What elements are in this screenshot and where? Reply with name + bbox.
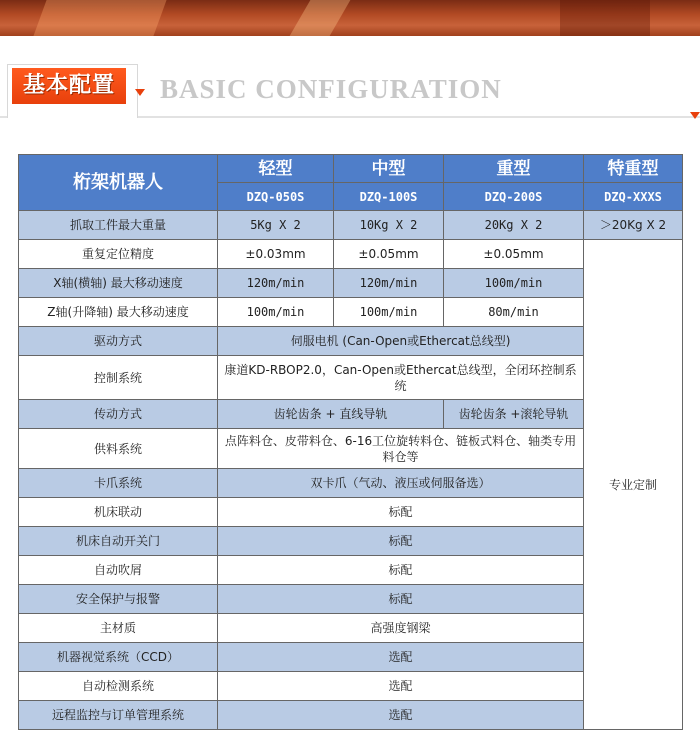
row-label: 驱动方式 [19,327,218,356]
cell-value: 选配 [218,643,584,672]
spec-table [18,154,683,730]
cell-value: 120m/min [334,269,444,298]
top-banner-image [0,0,700,36]
row-label: Z轴(升降轴) 最大移动速度 [19,298,218,327]
cell-value: 标配 [218,527,584,556]
cell-value: ±0.03mm [218,240,334,269]
cell-value: 齿轮齿条 +滚轮导轨 [444,400,584,429]
cell-value: 伺服电机 (Can-Open或Ethercat总线型) [218,327,584,356]
cell-value: 100m/min [444,269,584,298]
table-row [19,585,683,614]
table-row [19,556,683,585]
cell-value: 标配 [218,585,584,614]
row-label: 机床自动开关门 [19,527,218,556]
cell-value: 高强度钢梁 [218,614,584,643]
header-row-types [19,155,683,183]
model-medium: DZQ-100S [334,183,444,211]
row-label: X轴(横轴) 最大移动速度 [19,269,218,298]
cell-value: 100m/min [218,298,334,327]
table-row [19,527,683,556]
table-row [19,298,683,327]
cell-value: 120m/min [218,269,334,298]
cell-value: ±0.05mm [334,240,444,269]
row-label: 抓取工件最大重量 [19,211,218,240]
cell-value: 双卡爪（气动、液压或伺服备选） [218,469,584,498]
type-extra-heavy: 特重型 [584,155,683,183]
custom-note: 专业定制 [584,240,683,730]
cell-value: 点阵料仓、皮带料仓、6-16工位旋转料仓、链板式料仓、轴类专用料仓等 [218,429,584,469]
cell-value: 5Kg X 2 [218,211,334,240]
table-row [19,498,683,527]
row-label: 重复定位精度 [19,240,218,269]
row-label: 卡爪系统 [19,469,218,498]
triangle-down-icon [690,112,700,119]
table-row [19,614,683,643]
model-light: DZQ-050S [218,183,334,211]
table-row [19,356,683,400]
section-title-en: BASIC CONFIGURATION [160,74,502,104]
row-label: 传动方式 [19,400,218,429]
model-heavy: DZQ-200S [444,183,584,211]
row-label: 机器视觉系统（CCD） [19,643,218,672]
cell-value: 选配 [218,701,584,730]
table-row [19,240,683,269]
cell-value: 标配 [218,556,584,585]
section-header [0,60,700,118]
table-row [19,469,683,498]
cell-value: 10Kg X 2 [334,211,444,240]
row-label: 安全保护与报警 [19,585,218,614]
cell-value: 100m/min [334,298,444,327]
type-medium: 中型 [334,155,444,183]
table-row [19,400,683,429]
row-label: 主材质 [19,614,218,643]
cell-value: 80m/min [444,298,584,327]
table-row [19,429,683,469]
triangle-down-icon [135,89,145,96]
model-extra-heavy: DZQ-XXXS [584,183,683,211]
cell-value: 康道KD-RBOP2.0，Can-Open或Ethercat总线型，全闭环控制系统 [218,356,584,400]
cell-value: 选配 [218,672,584,701]
row-label: 自动吹屑 [19,556,218,585]
row-label: 自动检测系统 [19,672,218,701]
row-label: 机床联动 [19,498,218,527]
row-label: 控制系统 [19,356,218,400]
corner-title: 桁架机器人 [19,155,218,211]
type-light: 轻型 [218,155,334,183]
table-row [19,269,683,298]
table-row [19,211,683,240]
section-title-cn: 基本配置 [12,68,126,104]
cell-value: 齿轮齿条 + 直线导轨 [218,400,444,429]
table-row [19,701,683,730]
type-heavy: 重型 [444,155,584,183]
cell-value: ±0.05mm [444,240,584,269]
table-row [19,672,683,701]
row-label: 远程监控与订单管理系统 [19,701,218,730]
table-row [19,327,683,356]
cell-value: 标配 [218,498,584,527]
cell-value: ＞20Kg X 2 [584,211,683,240]
row-label: 供料系统 [19,429,218,469]
table-row [19,643,683,672]
cell-value: 20Kg X 2 [444,211,584,240]
